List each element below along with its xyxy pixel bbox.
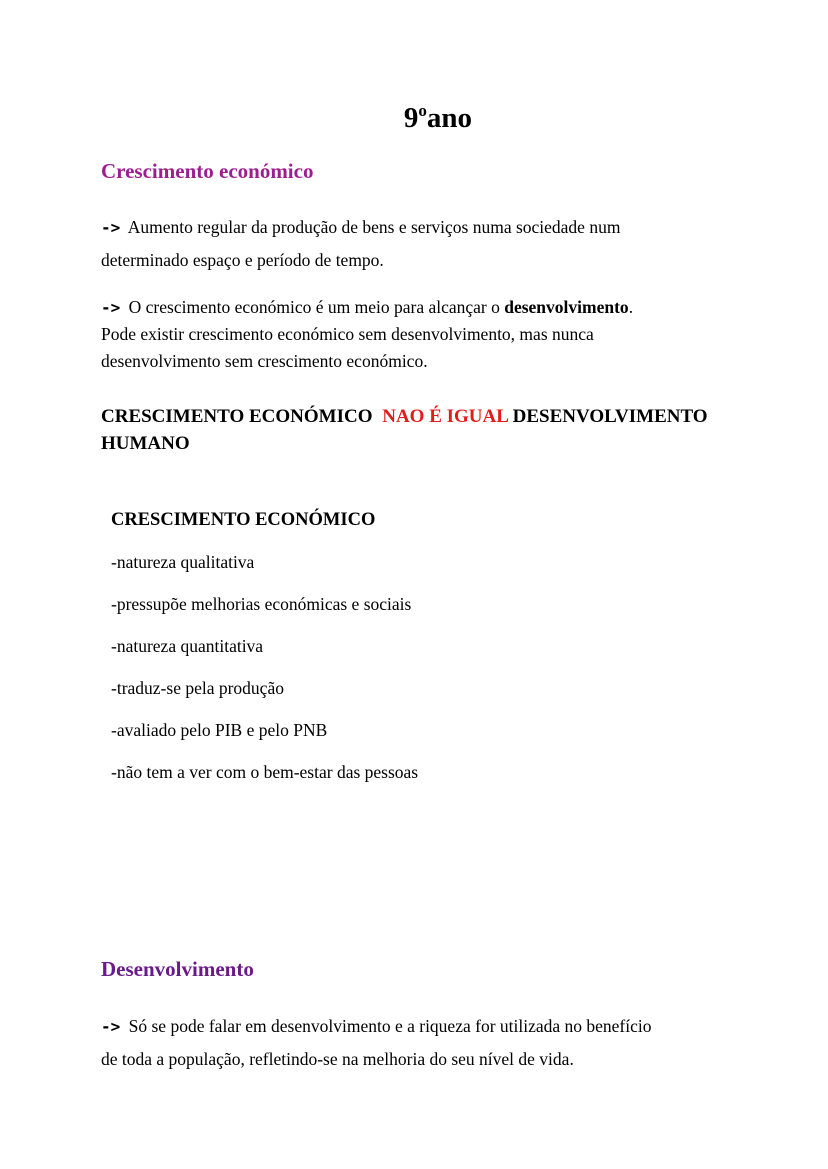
paragraph-relation-line-1: -> O crescimento económico é um meio para alcançar o desenvolvimento. bbox=[101, 297, 634, 317]
characteristics-list bbox=[111, 507, 418, 801]
list-item: -natureza qualitativa bbox=[111, 552, 255, 572]
paragraph-definition-line-2: determinado espaço e período de tempo. bbox=[101, 250, 384, 270]
list-item: -natureza quantitativa bbox=[111, 636, 264, 656]
paragraph-relation-line-2: Pode existir crescimento económico sem desenvolvimento, mas nunca bbox=[101, 324, 594, 344]
title-number: 9 bbox=[403, 102, 419, 134]
list-item: -não tem a ver com o bem-estar das pessoas bbox=[111, 762, 419, 782]
arrow-icon: -> bbox=[101, 218, 121, 237]
list-item: -pressupõe melhorias económicas e sociais bbox=[111, 594, 412, 614]
title-suffix: ano bbox=[426, 102, 473, 134]
paragraph-definition bbox=[101, 211, 751, 276]
list-item: -avaliado pelo PIB e pelo PNB bbox=[111, 720, 328, 740]
paragraph-desenvolvimento bbox=[101, 1010, 751, 1075]
comparison-statement-line-2: HUMANO bbox=[101, 433, 190, 454]
section-heading-desenvolvimento: Desenvolvimento bbox=[101, 957, 254, 981]
paragraph-desenvolvimento-line-1: -> Só se pode falar em desenvolvimento e a riqueza for utilizada no benefício bbox=[101, 1016, 652, 1036]
list-heading: CRESCIMENTO ECONÓMICO bbox=[111, 510, 376, 530]
paragraph-relation-line-3: desenvolvimento sem crescimento económico. bbox=[101, 351, 428, 371]
list-item: -traduz-se pela produção bbox=[111, 678, 284, 698]
section-heading-crescimento: Crescimento económico bbox=[101, 159, 314, 183]
paragraph-desenvolvimento-line-2: de toda a população, refletindo-se na melhoria do seu nível de vida. bbox=[101, 1049, 574, 1069]
paragraph-definition-line-1: -> Aumento regular da produção de bens e serviços numa sociedade num bbox=[101, 217, 621, 237]
arrow-icon: -> bbox=[101, 1017, 121, 1036]
bold-term: desenvolvimento bbox=[504, 297, 629, 317]
comparison-statement bbox=[101, 403, 781, 457]
title-ordinal-indicator: o bbox=[418, 101, 427, 120]
comparison-statement-line-1: CRESCIMENTO ECONÓMICO NAO É IGUAL DESENVOLVIMENTO bbox=[101, 406, 708, 427]
paragraph-relation bbox=[101, 294, 751, 375]
arrow-icon: -> bbox=[101, 298, 121, 317]
page-title bbox=[0, 101, 828, 135]
not-equal-highlight: NAO É IGUAL bbox=[382, 406, 508, 427]
